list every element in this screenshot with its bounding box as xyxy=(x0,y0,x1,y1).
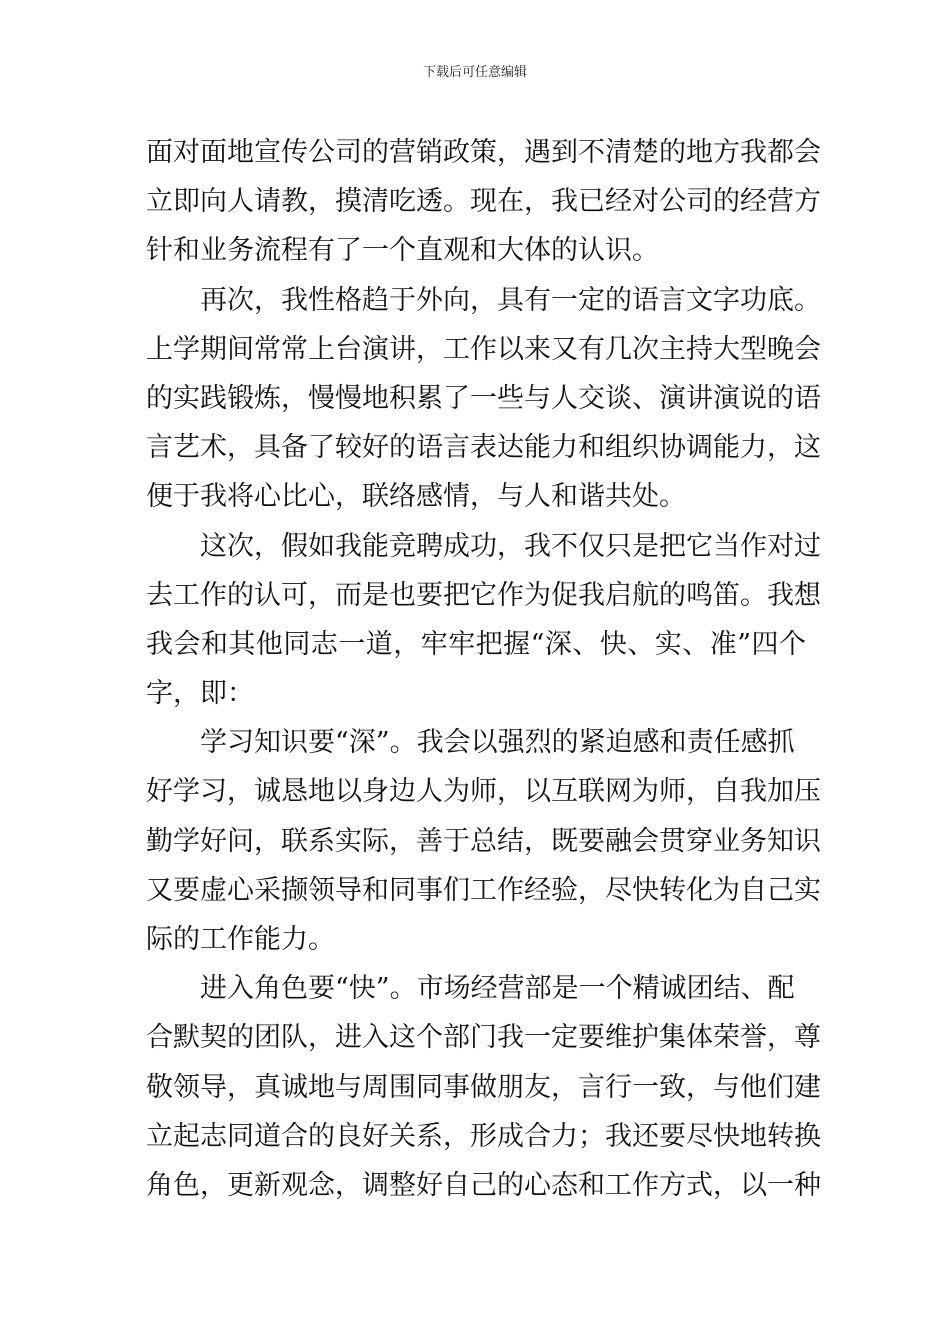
text-line: 去工作的认可，而是也要把它作为促我启航的鸣笛。我想 xyxy=(146,579,821,611)
text-line: 好学习，诚恳地以身边人为师，以互联网为师，自我加压 xyxy=(146,776,821,808)
text-line: 字，即： xyxy=(146,678,254,710)
text-line: 际的工作能力。 xyxy=(146,924,335,955)
text-line: 立即向人请教，摸清吃透。现在，我已经对公司的经营方 xyxy=(146,186,821,218)
text-line: 角色，更新观念，调整好自己的心态和工作方式，以一种 xyxy=(146,1169,821,1201)
text-line: 针和业务流程有了一个直观和大体的认识。 xyxy=(146,235,659,267)
text-line: 又要虚心采撷领导和同事们工作经验，尽快转化为自己实 xyxy=(146,874,821,906)
text-line: 合默契的团队，进入这个部门我一定要维护集体荣誉，尊 xyxy=(146,1022,821,1054)
text-line: 上学期间常常上台演讲，工作以来又有几次主持大型晚会 xyxy=(146,333,821,365)
text-line: 面对面地宣传公司的营销政策，遇到不清楚的地方我都会 xyxy=(146,137,821,168)
paragraph-first-line: 学习知识要“深”。我会以强烈的紧迫感和责任感抓 xyxy=(200,727,795,759)
paragraph-first-line: 这次，假如我能竞聘成功，我不仅只是把它当作对过 xyxy=(200,530,821,562)
paragraph-first-line: 再次，我性格趋于外向，具有一定的语言文字功底。 xyxy=(200,284,821,316)
text-line: 言艺术，具备了较好的语言表达能力和组织协调能力，这 xyxy=(146,432,821,464)
text-line: 立起志同道合的良好关系，形成合力；我还要尽快地转换 xyxy=(146,1120,821,1152)
paragraph-first-line: 进入角色要“快”。市场经营部是一个精诚团结、配 xyxy=(200,973,795,1005)
text-line: 便于我将心比心，联络感情，与人和谐共处。 xyxy=(146,481,686,513)
text-line: 的实践锻炼，慢慢地积累了一些与人交谈、演讲演说的语 xyxy=(146,382,821,414)
text-line: 我会和其他同志一道，牢牢把握“深、快、实、准”四个 xyxy=(146,628,806,660)
text-line: 勤学好问，联系实际，善于总结，既要融会贯穿业务知识 xyxy=(146,825,821,857)
text-line: 敬领导，真诚地与周围同事做朋友，言行一致，与他们建 xyxy=(146,1071,821,1103)
document-body xyxy=(146,128,821,1210)
page-header: 下载后可任意编辑 xyxy=(422,65,527,80)
